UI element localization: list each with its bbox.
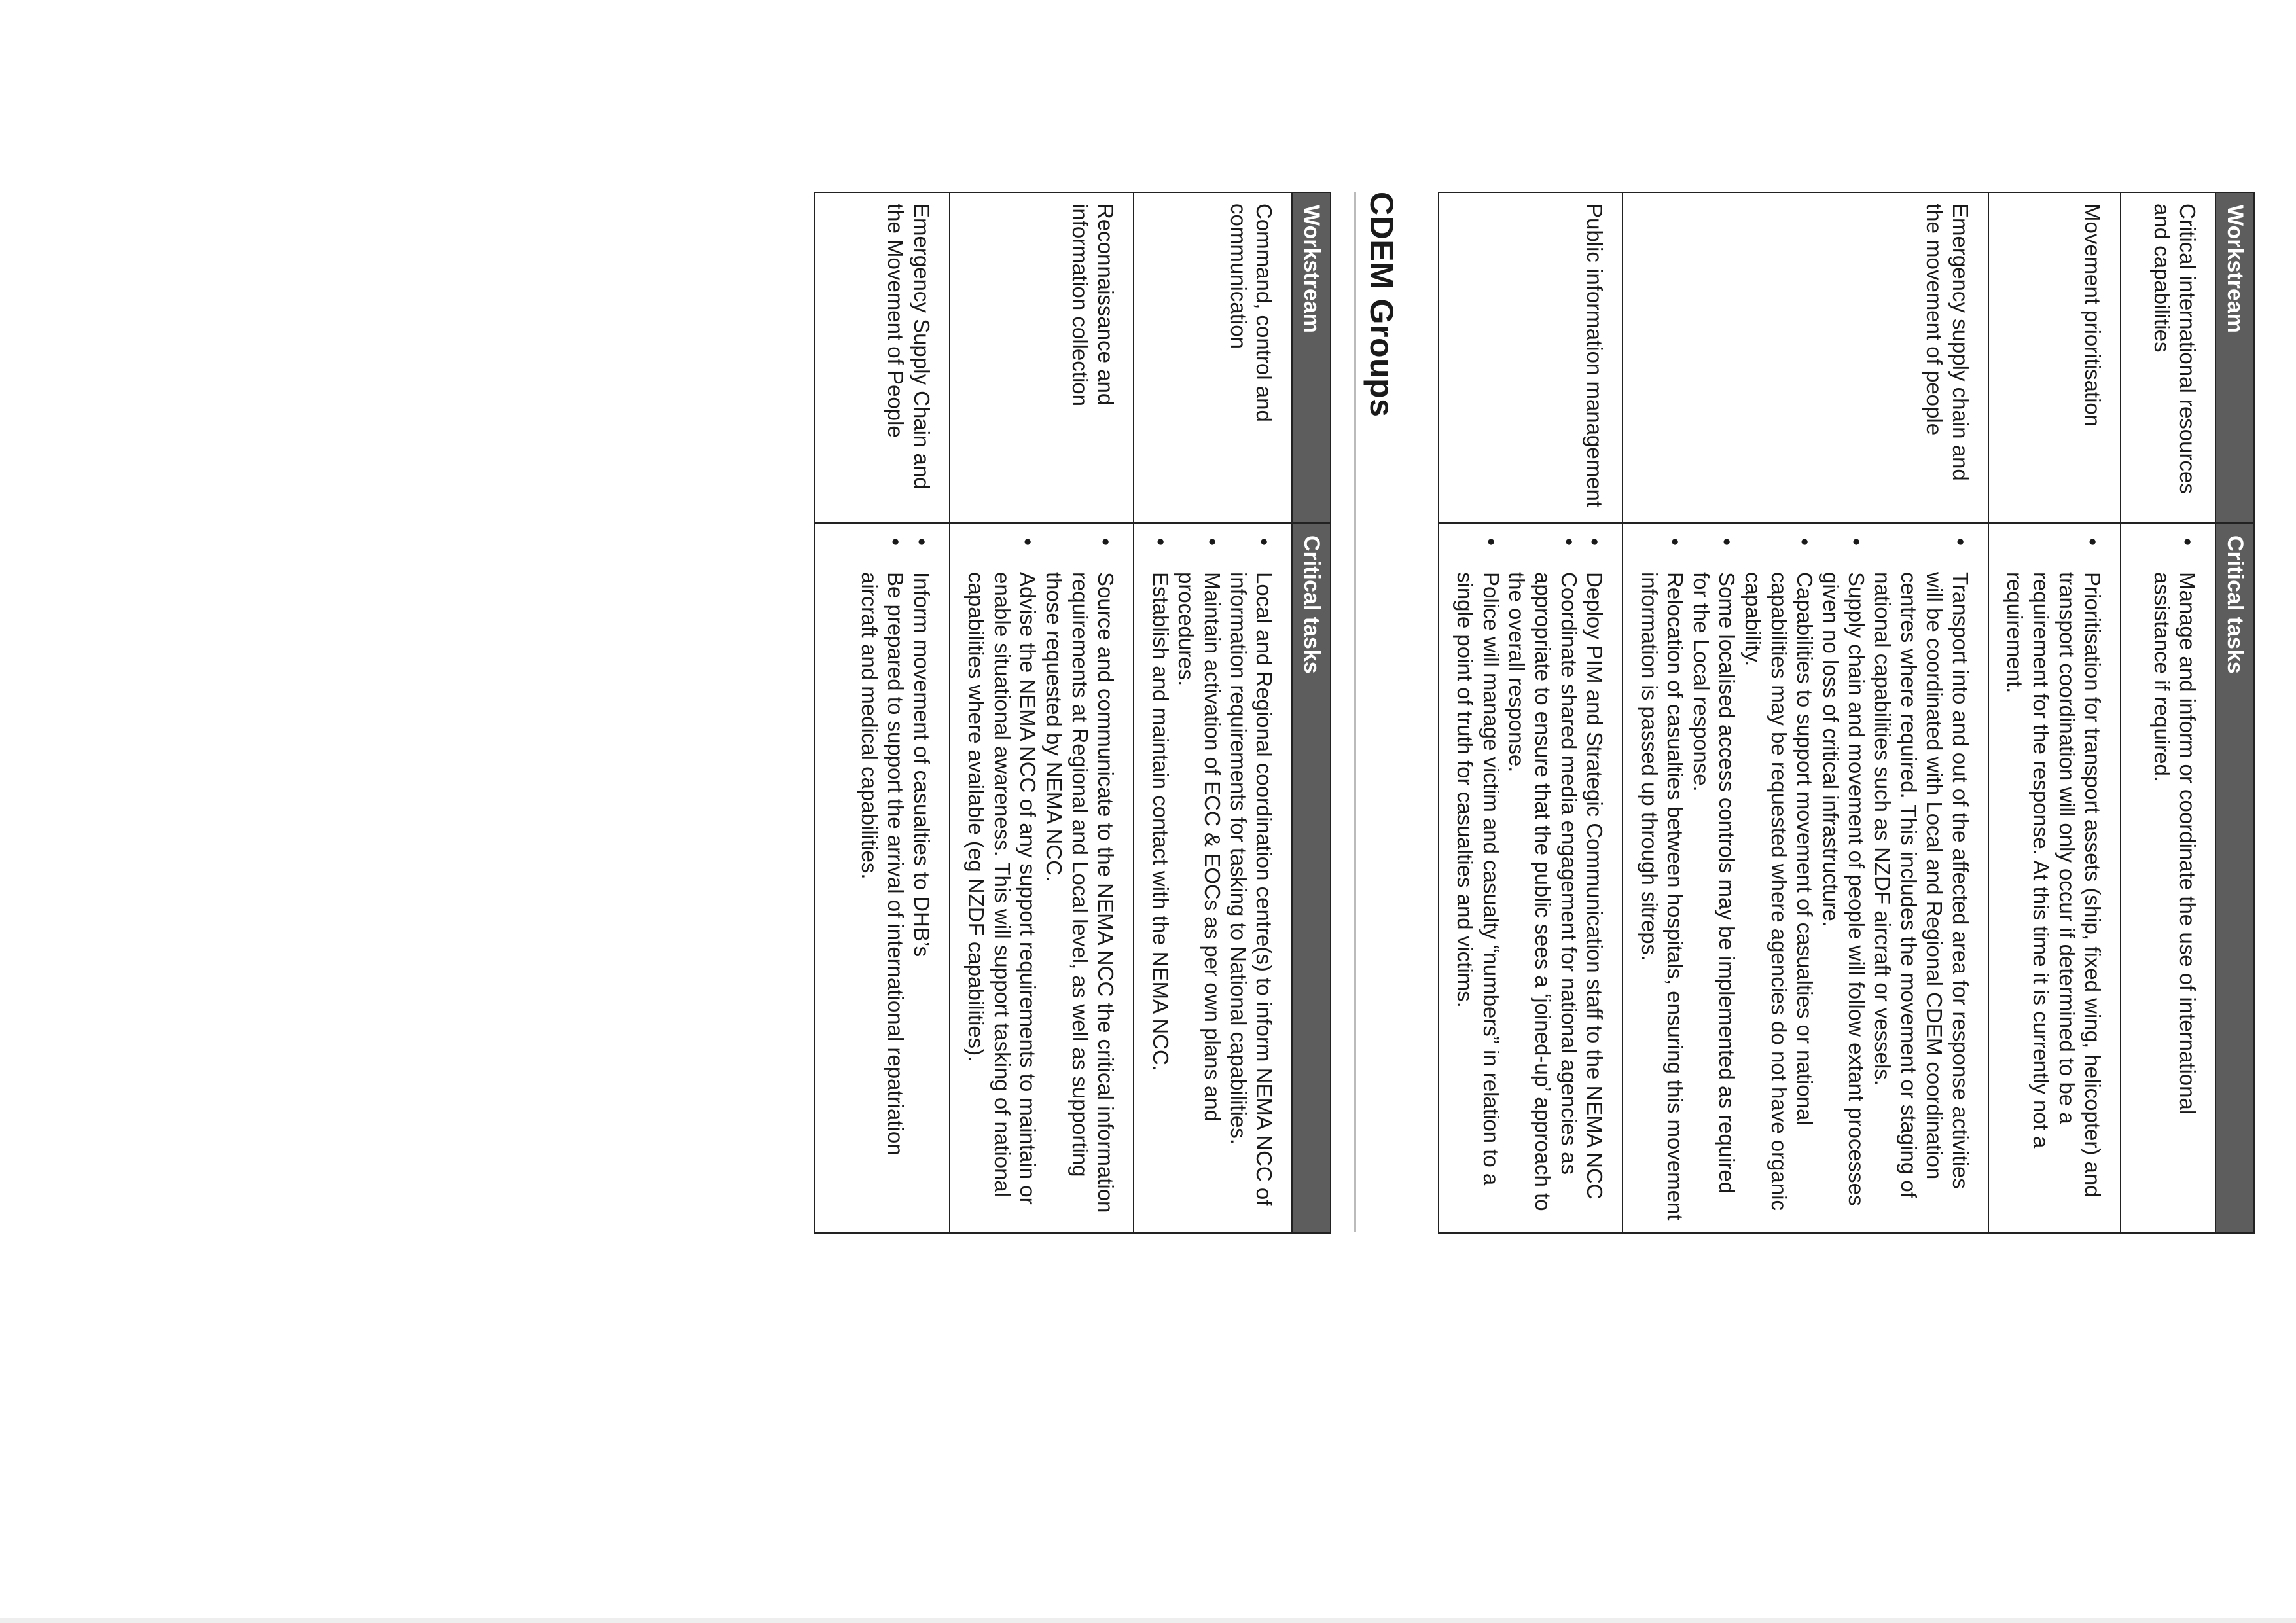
- task-item: • Maintain activation of ECC & EOCs as per own plans and procedures.: [1174, 534, 1225, 1222]
- workstream-cell: Command, control and communication: [1134, 192, 1292, 523]
- workstream-table-cdem: [814, 192, 1331, 1234]
- tasks-cell: [2121, 523, 2215, 1233]
- workstream-table-national: [1438, 192, 2255, 1234]
- task-item: • Relocation of casualties between hospitals, ensuring this movement information is passed up through sitreps.: [1636, 534, 1688, 1222]
- table-row: [2121, 192, 2215, 1233]
- task-item: • Manage and inform or coordinate the use of international assistance if required.: [2149, 534, 2200, 1222]
- workstream-cell: Critical international resources and capabilities: [2121, 192, 2215, 523]
- task-item: • Transport into and out of the affected area for response activities will be coordinated with Local and Regional CDEM coordination centres where required. This includes the movement or staging of national capabilities such as NZDF aircraft or vessels.: [1869, 534, 1973, 1222]
- task-item: • Local and Regional coordination centre(s) to inform NEMA NCC of information requirements for tasking to National capabilities.: [1225, 534, 1277, 1222]
- tasks-cell: [814, 523, 950, 1233]
- task-item: • Capabilities to support movement of casualties or national capabilities may be requested where agencies do not have organic capability.: [1740, 534, 1818, 1222]
- task-item: • Source and communicate to the NEMA NCC the critical information requirements at Regional and Local level, as well as supporting those requested by NEMA NCC.: [1041, 534, 1119, 1222]
- section-title: CDEM Groups: [1363, 192, 1400, 418]
- workstream-column-header: Workstream: [2215, 192, 2254, 523]
- task-item: • Police will manage victim and casualty “numbers” in relation to a single point of truth for casualties and victims.: [1452, 534, 1504, 1222]
- workstream-cell: Emergency supply chain and the movement of people: [1623, 192, 1988, 523]
- tasks-cell: [1134, 523, 1292, 1233]
- task-item: • Coordinate shared media engagement for national agencies as appropriate to ensure that the public sees a ‘joined-up’ approach to the overall response.: [1504, 534, 1582, 1222]
- tasks-cell: [1623, 523, 1988, 1233]
- task-item: • Deploy PIM and Strategic Communication staff to the NEMA NCC: [1582, 534, 1608, 1222]
- critical-tasks-column-header: Critical tasks: [1292, 523, 1331, 1233]
- tasks-cell: [1439, 523, 1623, 1233]
- task-item: • Be prepared to support the arrival of international repatriation aircraft and medical capabilities.: [857, 534, 908, 1222]
- workstream-cell: Reconnaissance and information collection: [950, 192, 1134, 523]
- table-header-row: [2215, 192, 2254, 1233]
- tasks-cell: [1988, 523, 2121, 1233]
- workstream-cell: Emergency Supply Chain and the Movement of People: [814, 192, 950, 523]
- critical-tasks-column-header: Critical tasks: [2215, 523, 2254, 1233]
- task-item: • Prioritisation for transport assets (ship, fixed wing, helicopter) and transport coordination will only occur if determined to be a requirement for the response. At this time it is currently not a requirement.: [2002, 534, 2106, 1222]
- table-row: [1623, 192, 1988, 1233]
- task-item: • Supply chain and movement of people will follow extant processes given no loss of critical infrastructure.: [1818, 534, 1869, 1222]
- task-item: • Establish and maintain contact with the NEMA NCC.: [1147, 534, 1174, 1222]
- workstream-cell: Public information management: [1439, 192, 1623, 523]
- tasks-cell: [950, 523, 1134, 1233]
- section-divider: [1354, 192, 1356, 1232]
- table-row: [1134, 192, 1292, 1233]
- task-item: • Inform movement of casualties to DHB’s: [908, 534, 935, 1222]
- table-row: [814, 192, 950, 1233]
- table-row: [1439, 192, 1623, 1233]
- table-header-row: [1292, 192, 1331, 1233]
- table-row: [1988, 192, 2121, 1233]
- workstream-cell: Movement prioritisation: [1988, 192, 2121, 523]
- table-row: [950, 192, 1134, 1233]
- task-item: • Advise the NEMA NCC of any support requirements to maintain or enable situational awareness. This will support tasking of national capabilities where available (eg NZDF capabilities).: [963, 534, 1041, 1222]
- task-item: • Some localised access controls may be implemented as required for the Local response.: [1688, 534, 1740, 1222]
- workstream-column-header: Workstream: [1292, 192, 1331, 523]
